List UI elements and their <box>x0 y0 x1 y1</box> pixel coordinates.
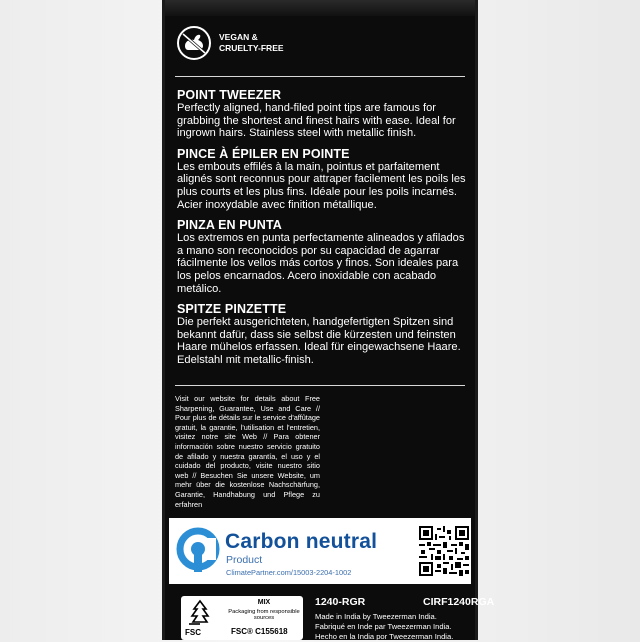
section-title: PINZA EN PUNTA <box>177 218 282 233</box>
section-title: PINCE À ÉPILER EN POINTE <box>177 146 350 161</box>
product-code: 1240-RGR <box>315 596 366 608</box>
sku-code: CIRF1240RGA <box>423 596 495 608</box>
made-in-es: Hecho en la India por Tweezerman India. <box>315 632 454 641</box>
fsc-tree-icon <box>186 599 214 627</box>
section-es <box>177 218 467 295</box>
section-body: Perfectly aligned, hand-filed point tips are famous for grabbing the shortest and finest hairs with ease. Ideal for ingrown hairs. Stainless steel with metallic finish. <box>177 102 456 140</box>
section-fr <box>177 147 467 211</box>
made-in-info <box>315 612 475 642</box>
carbon-url: ClimatePartner.com/15003-2204-1002 <box>226 568 352 577</box>
fsc-text: FSC <box>185 628 201 637</box>
fsc-label <box>181 596 303 640</box>
section-body: Die perfekt ausgerichteten, handgefertigten Spitzen sind bekannt dafür, dass sie selbst die kürzesten und feinsten Haare mühelos erfassen. Ideal für eingewachsene Haare. Edelstahl mit metallic-finish. <box>177 316 461 366</box>
made-in-en: Made in India by Tweezerman India. <box>315 612 437 621</box>
carbon-subtitle: Product <box>226 554 263 566</box>
section-body: Les embouts effilés à la main, pointus et parfaitement alignés sont reconnus pour attraper facilement les poils les plus courts et les plus fins. Idéale pour les poils incarnés. Acier inoxydable avec finition métallique. <box>177 160 466 211</box>
made-in-fr: Fabriqué en Inde par Tweezerman India. <box>315 622 452 631</box>
divider-middle <box>175 385 465 386</box>
website-note: Visit our website for details about Free Sharpening, Guarantee, Use and Care // Pour plus de détails sur le service d'affûtage gratuit, la garantie, l'utilisation et l'entretien, visitez notre site Web // Para obtener información sobre nuestro servicio gratuito de afilado y nuestra garantía, el uso y el cuidado del producto, visite nuestro sitio web // Besuchen Sie unsere Website, um mehr über die kostenlose Nachschärfung, Garantie, Handhabung und Pflege zu erfahren <box>175 394 320 509</box>
section-title: POINT TWEEZER <box>177 88 282 102</box>
product-package-back <box>162 0 495 641</box>
section-title: SPITZE PINZETTE <box>177 302 287 317</box>
bunny-icon <box>177 26 211 60</box>
divider-top <box>175 76 465 77</box>
vegan-badge <box>177 26 284 60</box>
section-en <box>177 88 467 140</box>
vegan-line2: CRUELTY-FREE <box>219 43 284 53</box>
bottom-info <box>169 590 495 641</box>
descriptions <box>177 88 467 374</box>
fsc-mix: MIX <box>257 599 271 606</box>
qr-code <box>419 526 469 576</box>
section-body: Los extremos en punta perfectamente alineados y afilados a mano son reconocidos por su capacidad de agarrar fácilmente los vellos más cortos y finos. Son ideales para los pelos encarnados. Acero inoxidable con acabado metálico. <box>177 232 465 295</box>
fsc-desc: Packaging from responsible sources <box>228 609 300 622</box>
carbon-title: Carbon neutral <box>225 530 378 553</box>
section-de <box>177 302 467 366</box>
carbon-neutral-label <box>169 518 471 584</box>
climate-partner-icon <box>177 528 219 574</box>
fsc-code: FSC® C155618 <box>231 627 288 636</box>
vegan-line1: VEGAN & <box>219 32 258 42</box>
